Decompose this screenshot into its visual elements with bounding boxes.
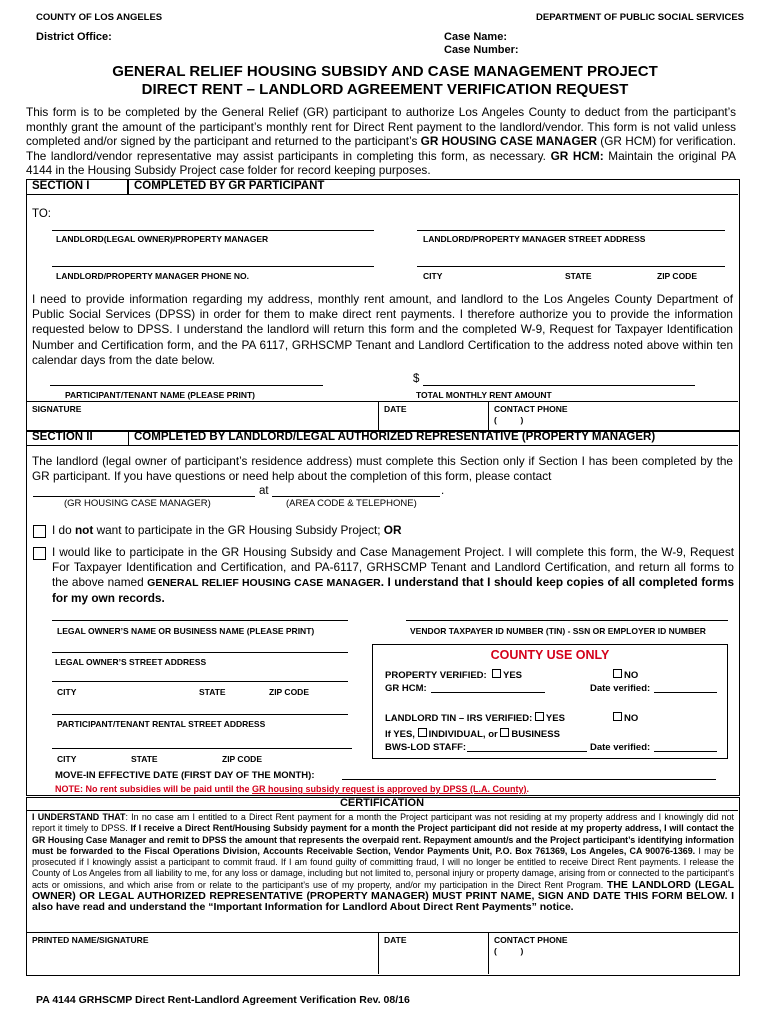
vendor-tin-label: VENDOR TAXPAYER ID NUMBER (TIN) - SSN OR EMPLOYER ID NUMBER: [410, 626, 706, 636]
printed-name-label: PRINTED NAME/SIGNATURE: [32, 935, 149, 945]
contact-phone-paren: ( ): [494, 415, 524, 425]
cert-date-label: DATE: [384, 935, 407, 945]
rent-note: NOTE: No rent subsidies will be paid until the GR housing subsidy request is approved by DPSS (L.A. County).: [55, 784, 530, 794]
date-verified-1: Date verified:: [590, 683, 651, 694]
participant-name-label: PARTICIPANT/TENANT NAME (PLEASE PRINT): [65, 390, 255, 400]
state-label: STATE: [565, 271, 592, 281]
opt-out-checkbox[interactable]: [33, 524, 46, 542]
section1-label: SECTION I: [32, 180, 90, 192]
section1-header: [26, 179, 738, 195]
landlord-tin-verified: LANDLORD TIN – IRS VERIFIED: YES: [385, 713, 565, 724]
certification-title: CERTIFICATION: [26, 797, 738, 811]
owner-name-label: LEGAL OWNER’S NAME OR BUSINESS NAME (PLEASE PRINT): [57, 626, 315, 636]
county-name: COUNTY OF LOS ANGELES: [36, 12, 163, 23]
section2-paragraph: The landlord (legal owner of participant’s residence address) must complete this Section only if Section I has been completed by the GR participant. If you have questions or need help about the completion of this form, please contact: [32, 454, 733, 483]
total-rent-label: TOTAL MONTHLY RENT AMOUNT: [416, 390, 552, 400]
zip-label: ZIP CODE: [657, 271, 697, 281]
department-name: DEPARTMENT OF PUBLIC SOCIAL SERVICES: [536, 12, 744, 23]
gr-hcm-field: GR HCM:: [385, 683, 427, 694]
landlord-tin-no: NO: [613, 712, 638, 724]
opt-out-text: I do not want to participate in the GR Housing Subsidy Project; OR: [52, 523, 402, 537]
county-use-title: COUNTY USE ONLY: [490, 648, 610, 662]
certification-text: I UNDERSTAND THAT: In no case am I entitled to a Direct Rent payment for a month the Project participant was not residing at my property address and I knowingly did not report it timely to DPSS. If I receive a Direct Rent/Housing Subsidy payment for a month the Project participant did not reside at my property address, I will contact the GR Housing Case Manager and remit to DPSS the amount that represents the overpaid rent. Repayment amount/s and the Project participant’s identifying information must be forwarded to the Fiscal Operations Division, Accounts Receivable Section, Vendor Payments Unit, P.O. Box 761369, Los Angeles, CA 90076-1369. I may be prosecuted if I knowingly assist a participant to commit fraud. If I am found guilty of committing fraud, I will no longer be entitled to receive Direct Rent payments. I release the County of Los Angeles from all liability to me, for any loss or damage, including but not limited to, personal injury or property damage, arising from or connected to the participant’s acts or omissions, and which arise from or relate to the participant’s use of my property, and/or my participation in the Direct Rent Program. THE LANDLORD (LEGAL OWNER) OR LEGAL AUTHORIZED REPRESENTATIVE (PROPERTY MANAGER) MUST PRINT NAME, SIGN AND DATE THIS FORM BELOW. I also have read and understand the “Important Information for Landlord About Direct Rent Payments” notice.: [32, 812, 735, 914]
owner-city-label: CITY: [57, 687, 77, 697]
period: .: [441, 485, 445, 497]
property-verified-no: NO: [613, 669, 638, 681]
form-id-footer: PA 4144 GRHSCMP Direct Rent-Landlord Agreement Verification Rev. 08/16: [36, 994, 410, 1006]
contact-phone-label: CONTACT PHONE: [494, 404, 568, 414]
opt-in-checkbox[interactable]: [33, 546, 46, 564]
move-in-label: MOVE-IN EFFECTIVE DATE (FIRST DAY OF THE MONTH):: [55, 770, 315, 781]
signature-label: SIGNATURE: [32, 404, 82, 414]
owner-zip-label: ZIP CODE: [269, 687, 309, 697]
section1-title: COMPLETED BY GR PARTICIPANT: [134, 180, 325, 192]
to-label: TO:: [32, 208, 51, 220]
owner-street-label: LEGAL OWNER’S STREET ADDRESS: [55, 657, 207, 667]
landlord-phone-label: LANDLORD/PROPERTY MANAGER PHONE NO.: [56, 271, 249, 281]
cert-contact-phone-label: CONTACT PHONE: [494, 935, 568, 945]
intro-paragraph: This form is to be completed by the General Relief (GR) participant to authorize Los Angeles County to deduct from the participant’s monthly grant the amount of the participant’s monthly rent for Direct Rent payment to the landlord/vendor. This form is not valid unless completed and/or signed by the participant and returned to the participant’s GR HOUSING CASE MANAGER (GR HCM) for verification. The landlord/vendor representative may assist participants in completing this form, as necessary. GR HCM: Maintain the original PA 4144 in the Housing Subsidy Project case folder for record keeping purposes.: [26, 105, 737, 178]
landlord-name-label: LANDLORD(LEGAL OWNER)/PROPERTY MANAGER: [56, 234, 269, 244]
gr-hcm-caption: (GR HOUSING CASE MANAGER): [64, 498, 211, 509]
section2-title: COMPLETED BY LANDLORD/LEGAL AUTHORIZED REPRESENTATIVE (PROPERTY MANAGER): [134, 431, 656, 443]
bws-staff: BWS-LOD STAFF:: [385, 742, 467, 753]
area-code-caption: (AREA CODE & TELEPHONE): [286, 498, 417, 509]
date-verified-2: Date verified:: [590, 742, 651, 753]
at-label: at: [259, 485, 269, 497]
cert-contact-phone-paren: ( ): [494, 946, 524, 956]
form-title-line1: GENERAL RELIEF HOUSING SUBSIDY AND CASE MANAGEMENT PROJECT: [112, 63, 658, 80]
district-office-label: District Office:: [36, 31, 112, 43]
case-name-label: Case Name:: [444, 31, 507, 43]
owner-state-label: STATE: [199, 687, 226, 697]
opt-in-text: I would like to participate in the GR Housing Subsidy and Case Management Project. I will complete this form, the W-9, Request For Taxpayer Identification and Certification, and PA-6117, GRHSCMP Tenant and Landlord Certification, and return all forms to the above named GENERAL RELIEF HOUSING CASE MANAGER. I understand that I should keep copies of all completed forms for my own records.: [52, 545, 735, 605]
date-label: DATE: [384, 404, 407, 414]
rental-zip-label: ZIP CODE: [222, 754, 262, 764]
rental-city-label: CITY: [57, 754, 77, 764]
form-title-line2: DIRECT RENT – LANDLORD AGREEMENT VERIFICATION REQUEST: [141, 81, 629, 98]
property-verified: PROPERTY VERIFIED: YES: [385, 670, 522, 681]
authorization-paragraph: I need to provide information regarding my address, monthly rent amount, and landlord to the Los Angeles County Department of Public Social Services (DPSS) in order for them to make direct rent payments. I therefore authorize you to provide the information requested below to DPSS. I understand the landlord will return this form and the completed W-9, Request for Taxpayer Identification Number and Certification form, and the PA 6117, GRHSCMP Tenant and Landlord Certification to the address noted above within ten calendar days from the date below.: [32, 292, 733, 367]
city-label: CITY: [423, 271, 443, 281]
dollar-sign: $: [413, 373, 420, 385]
section2-label: SECTION II: [32, 431, 93, 443]
rental-state-label: STATE: [131, 754, 158, 764]
rental-street-label: PARTICIPANT/TENANT RENTAL STREET ADDRESS: [57, 719, 266, 729]
tin-type: If YES, INDIVIDUAL, or BUSINESS: [385, 729, 560, 740]
landlord-street-label: LANDLORD/PROPERTY MANAGER STREET ADDRESS: [423, 234, 646, 244]
case-number-label: Case Number:: [444, 44, 519, 56]
